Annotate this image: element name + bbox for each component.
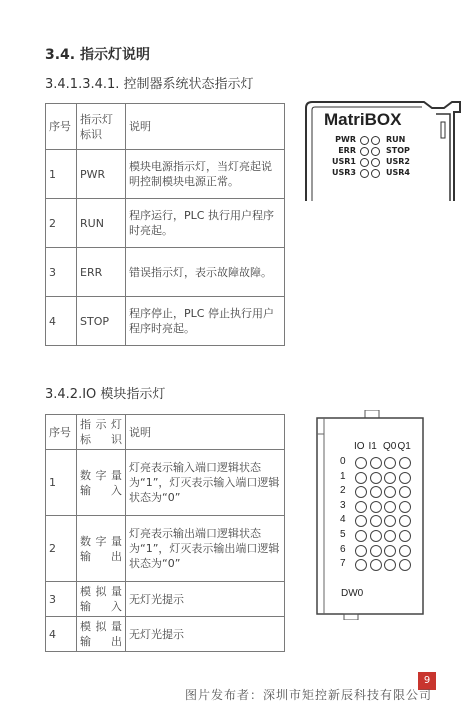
controller-led-table <box>45 103 285 346</box>
io-row-label: 4 <box>340 514 346 526</box>
io-module-illustration <box>316 410 426 620</box>
io-led <box>370 559 382 571</box>
io-led-table <box>45 414 285 652</box>
table-row <box>46 450 285 516</box>
io-row-label: 6 <box>340 543 346 555</box>
table-row <box>46 582 285 617</box>
section-subtitle-controller: 3.4.1.3.4.1. 控制器系统状态指示灯 <box>45 77 254 92</box>
table-row <box>46 516 285 582</box>
header-id: 指示灯标识 <box>77 104 126 150</box>
row-id: PWR <box>77 150 126 199</box>
row-id: 模拟量输出 <box>77 617 126 652</box>
io-row-label: 7 <box>340 558 346 570</box>
io-led <box>355 472 367 484</box>
header-no: 序号 <box>46 104 77 150</box>
row-no: 3 <box>46 248 77 297</box>
io-led <box>355 530 367 542</box>
table-row <box>46 617 285 652</box>
table-header-row <box>46 415 285 450</box>
row-id: STOP <box>77 297 126 346</box>
table-row <box>46 199 285 248</box>
header-no: 序号 <box>46 415 77 450</box>
io-led <box>370 472 382 484</box>
page-number: 9 <box>418 672 436 690</box>
row-id: 数字量输入 <box>77 450 126 516</box>
header-desc: 说明 <box>126 415 285 450</box>
io-led <box>355 501 367 513</box>
io-led <box>399 530 411 542</box>
led-label-err: ERR <box>338 146 356 155</box>
row-no: 2 <box>46 199 77 248</box>
row-desc: 无灯光提示 <box>126 582 285 617</box>
row-no: 4 <box>46 617 77 652</box>
led-label-usr4: USR4 <box>386 168 410 177</box>
io-led <box>399 457 411 469</box>
table-row <box>46 297 285 346</box>
row-desc: 灯亮表示输入端口逻辑状态为“1”，灯灭表示输入端口逻辑状态为“0” <box>126 450 285 516</box>
io-led <box>399 545 411 557</box>
row-desc: 程序运行，PLC 执行用户程序时亮起。 <box>126 199 285 248</box>
led-usr2 <box>371 158 380 167</box>
row-desc: 无灯光提示 <box>126 617 285 652</box>
led-pwr <box>360 136 369 145</box>
header-desc: 说明 <box>126 104 285 150</box>
io-column-label: Q0 <box>383 441 397 452</box>
io-led <box>384 530 396 542</box>
row-desc: 错误指示灯，表示故障故障。 <box>126 248 285 297</box>
row-desc: 灯亮表示输出端口逻辑状态为“1”，灯灭表示输出端口逻辑状态为“0” <box>126 516 285 582</box>
section-title-indicators: 3.4. 指示灯说明 <box>45 47 150 63</box>
led-label-usr3: USR3 <box>332 168 356 177</box>
io-led <box>370 530 382 542</box>
led-label-pwr: PWR <box>335 135 356 144</box>
io-row-label: 5 <box>340 529 346 540</box>
io-led <box>384 501 396 513</box>
io-led <box>370 457 382 469</box>
row-id: RUN <box>77 199 126 248</box>
row-no: 1 <box>46 450 77 516</box>
io-led <box>399 559 411 571</box>
io-led <box>355 457 367 469</box>
led-run <box>371 136 380 145</box>
io-led <box>370 545 382 557</box>
io-led <box>399 501 411 513</box>
header-id: 指示灯标识 <box>77 415 126 450</box>
led-usr1 <box>360 158 369 167</box>
brand-logo: MatriBOX <box>324 110 402 129</box>
row-id: ERR <box>77 248 126 297</box>
led-stop <box>371 147 380 156</box>
row-desc: 程序停止，PLC 停止执行用户程序时亮起。 <box>126 297 285 346</box>
led-label-stop: STOP <box>386 146 410 155</box>
table-row <box>46 248 285 297</box>
io-led <box>399 472 411 484</box>
led-label-usr2: USR2 <box>386 157 410 166</box>
led-usr3 <box>360 169 369 178</box>
io-row-label: 2 <box>340 485 346 497</box>
io-row-label: 0 <box>340 456 346 467</box>
io-column-label: I1 <box>368 441 377 452</box>
io-led <box>384 472 396 484</box>
io-led <box>355 545 367 557</box>
row-id: 模拟量输入 <box>77 582 126 617</box>
io-column-label: Q1 <box>397 441 411 452</box>
table-row <box>46 150 285 199</box>
table-header-row <box>46 104 285 150</box>
controller-illustration <box>304 98 464 202</box>
footer-credit: 图片发布者：深圳市矩控新辰科技有限公司 <box>185 688 433 702</box>
section-title-io-module: 3.4.2.IO 模块指示灯 <box>45 387 166 402</box>
led-label-usr1: USR1 <box>332 157 356 166</box>
io-led <box>399 515 411 527</box>
io-led <box>370 515 382 527</box>
row-no: 3 <box>46 582 77 617</box>
io-bottom-label: DW0 <box>341 588 364 599</box>
led-label-run: RUN <box>386 135 406 144</box>
io-column-label: IO <box>354 441 365 452</box>
io-led <box>370 486 382 498</box>
row-no: 4 <box>46 297 77 346</box>
led-usr4 <box>371 169 380 178</box>
row-id: 数字量输出 <box>77 516 126 582</box>
io-led <box>384 457 396 469</box>
row-no: 1 <box>46 150 77 199</box>
io-led <box>399 486 411 498</box>
row-no: 2 <box>46 516 77 582</box>
row-desc: 模块电源指示灯，当灯亮起说明控制模块电源正常。 <box>126 150 285 199</box>
io-row-label: 3 <box>340 499 346 511</box>
io-led <box>384 545 396 557</box>
io-row-label: 1 <box>340 470 346 482</box>
io-led <box>370 501 382 513</box>
led-err <box>360 147 369 156</box>
